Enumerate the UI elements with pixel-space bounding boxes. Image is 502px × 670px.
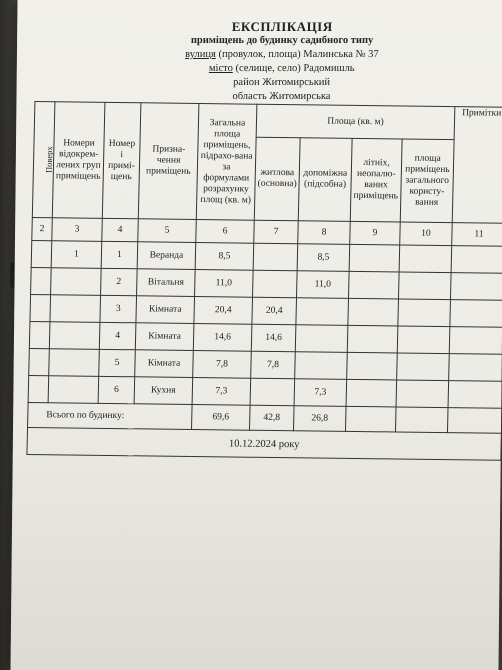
cell-room: 5	[99, 349, 136, 376]
street-value: (провулок, площа) Малинська № 37	[218, 49, 379, 60]
total-area-value: 69,6	[192, 404, 251, 430]
cell-room: 1	[101, 241, 138, 268]
col-groups: Номери відокрем-лених груп приміщень	[52, 102, 105, 219]
city-label: місто	[208, 63, 233, 74]
col-purpose: Призна-чення приміщень	[138, 103, 199, 220]
colnum: 4	[102, 218, 139, 241]
cell-living	[253, 243, 298, 271]
colnum: 2	[32, 217, 53, 240]
col-notes: Примітки	[452, 107, 502, 224]
cell-aux: 8,5	[297, 244, 350, 272]
cell-group: 1	[51, 241, 102, 269]
colnum: 9	[350, 221, 401, 245]
cell-living: 7,8	[251, 351, 296, 379]
cell-total: 20,4	[194, 296, 253, 324]
city-line	[127, 62, 437, 76]
col-living: житлова (основна)	[254, 137, 300, 221]
cell-floor	[29, 321, 50, 348]
total-summer-value	[345, 406, 396, 432]
colnum: 3	[52, 218, 103, 242]
document-header	[126, 20, 437, 104]
document-sheet	[10, 0, 502, 670]
cell-notes	[450, 300, 502, 328]
cell-common	[396, 380, 449, 408]
col-auxiliary: допоміжна (підсобна)	[298, 138, 352, 222]
cell-common	[398, 299, 451, 327]
city-value: (селище, село) Радомишль	[235, 63, 355, 74]
total-notes-value	[447, 408, 502, 434]
colnum: 8	[298, 221, 351, 245]
street-line	[127, 48, 437, 62]
cell-purpose: Кімната	[135, 350, 194, 378]
cell-purpose: Кухня	[134, 377, 193, 405]
cell-common	[399, 245, 452, 273]
cell-room: 2	[101, 268, 138, 295]
cell-floor	[28, 375, 49, 402]
doc-subtitle: приміщень до будинку садибного типу	[190, 35, 374, 46]
cell-aux	[295, 325, 348, 353]
cell-group	[49, 349, 100, 377]
cell-purpose: Кімната	[135, 323, 194, 351]
cell-summer	[348, 298, 399, 326]
cell-total: 7,8	[193, 350, 252, 378]
cell-floor	[29, 348, 50, 375]
col-floor: Поверх	[32, 102, 55, 218]
cell-total: 14,6	[193, 323, 252, 351]
cell-group	[50, 295, 101, 323]
cell-notes	[449, 354, 502, 382]
colnum: 11	[452, 223, 502, 247]
col-room-no: Номер і примі-щень	[102, 102, 141, 218]
cell-summer	[349, 244, 400, 272]
cell-summer	[347, 325, 398, 353]
colnum: 5	[138, 219, 197, 243]
cell-purpose: Кімната	[136, 296, 195, 324]
cell-common	[398, 272, 451, 300]
cell-summer	[348, 271, 399, 299]
cell-room: 3	[100, 295, 137, 322]
cell-notes	[451, 246, 502, 274]
header-row-1	[34, 102, 502, 141]
cell-summer	[347, 352, 398, 380]
cell-floor	[31, 240, 52, 267]
col-common: площа приміщень загального користу-вання	[400, 139, 454, 223]
cell-common	[397, 326, 450, 354]
document-date: 10.12.2024 року	[27, 427, 502, 460]
doc-title: ЕКСПЛІКАЦІЯ	[231, 19, 333, 34]
cell-group	[51, 268, 102, 296]
cell-aux	[296, 298, 349, 326]
total-living-value: 42,8	[249, 405, 294, 431]
total-label: Всього по будинку:	[28, 402, 193, 429]
cell-aux	[295, 352, 348, 380]
date-row	[27, 427, 502, 460]
cell-group	[48, 376, 99, 404]
colnum: 6	[196, 220, 255, 244]
cell-living: 14,6	[251, 324, 296, 352]
region-line: область Житомирська	[232, 91, 331, 102]
cell-common	[397, 353, 450, 381]
total-aux-value: 26,8	[293, 406, 346, 432]
street-label: вулиця	[185, 49, 216, 60]
cell-summer	[346, 379, 397, 407]
cell-group	[49, 322, 100, 350]
colnum: 7	[254, 220, 299, 244]
colnum: 10	[400, 222, 453, 246]
explication-table	[26, 101, 502, 461]
cell-total: 11,0	[195, 269, 254, 297]
cell-purpose: Веранда	[137, 242, 196, 270]
col-total-area: Загальна площа приміщень, підрахо-вана за формулами розрахунку площ (кв. м)	[196, 104, 257, 221]
cell-room: 6	[98, 376, 135, 403]
cell-living	[253, 270, 298, 298]
col-area-group: Площа (кв. м)	[256, 104, 455, 139]
cell-purpose: Вітальня	[137, 269, 196, 297]
cell-notes	[450, 273, 502, 301]
cell-living	[250, 378, 295, 406]
cell-aux: 11,0	[297, 271, 350, 299]
cell-floor	[30, 294, 51, 321]
cell-total: 8,5	[195, 242, 254, 270]
cell-floor	[31, 267, 52, 294]
total-common-value	[395, 407, 448, 433]
col-summer: літніх, неопалю-ваних приміщень	[350, 138, 402, 222]
cell-living: 20,4	[252, 297, 297, 325]
cell-room: 4	[99, 322, 136, 349]
cell-notes	[449, 327, 502, 355]
cell-aux: 7,3	[294, 379, 347, 407]
district-line: район Житомирський	[233, 77, 331, 88]
cell-notes	[448, 381, 502, 409]
cell-total: 7,3	[192, 377, 251, 405]
